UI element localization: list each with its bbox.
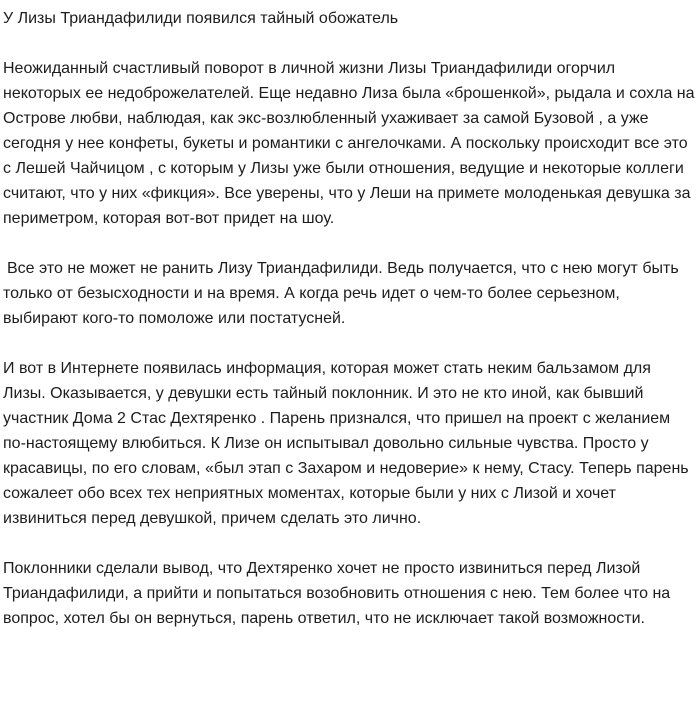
article-paragraph-2: Все это не может не ранить Лизу Триандафилиди. Ведь получается, что с нею могут быть только от безысходности и на время. А когда речь идет о чем-то более серьезном, выбирают кого-то помоложе или постатусней.: [3, 260, 679, 327]
article-paragraph-1: Неожиданный счастливый поворот в личной жизни Лизы Триандафилиди огорчил некоторых ее недоброжелателей. Еще недавно Лиза была «брошенкой», рыдала и сохла на Острове любви, наблюдая, как экс-возлюбленный ухаживает за самой Бузовой , а уже сегодня у нее конфеты, букеты и романтики с ангелочками. А поскольку происходит все это с Лешей Чайчицом , с которым у Лизы уже были отношения, ведущие и некоторые коллеги считают, что у них «фикция». Все уверены, что у Леши на примете молоденькая девушка за периметром, которая вот-вот придет на шоу.: [3, 60, 695, 227]
article-paragraph-4: Поклонники сделали вывод, что Дехтяренко хочет не просто извиниться перед Лизой Триандафилиди, а прийти и попытаться возобновить отношения с нею. Тем более что на вопрос, хотел бы он вернуться, парень ответил, что не исключает такой возможности.: [3, 560, 671, 627]
article-paragraph-3: И вот в Интернете появилась информация, которая может стать неким бальзамом для Лизы. Оказывается, у девушки есть тайный поклонник. И это не кто иной, как бывший участник Дома 2 Стас Дехтяренко . Парень признался, что пришел на проект с желанием по-настоящему влюбиться. К Лизе он испытывал довольно сильные чувства. Просто у красавицы, по его словам, «был этап с Захаром и недоверие» к нему, Стасу. Теперь парень сожалеет обо всех тех неприятных моментах, которые были у них с Лизой и хочет извиниться перед девушкой, причем сделать это лично.: [3, 360, 689, 527]
article-body: [3, 56, 695, 631]
page-title: У Лизы Триандафилиди появился тайный обожатель: [3, 10, 399, 27]
